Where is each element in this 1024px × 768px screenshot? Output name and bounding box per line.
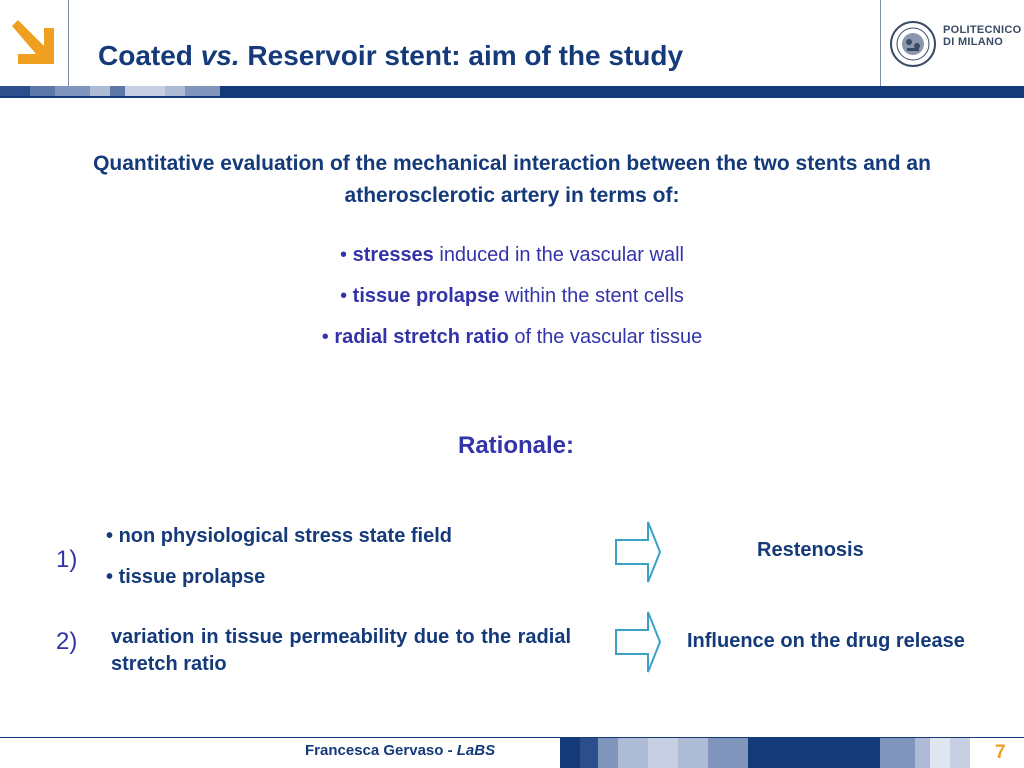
lead-statement: Quantitative evaluation of the mechanical interaction between the two stents and an atherosclerotic artery in terms of: bbox=[93, 152, 931, 207]
rationale-1-item-stress: • non physiological stress state field bbox=[106, 525, 452, 547]
rationale-2-result: Influence on the drug release bbox=[687, 630, 965, 652]
bullet-tissue-prolapse: • tissue prolapse within the stent cells bbox=[340, 285, 684, 307]
bullet-radial-stretch-ratio: • radial stretch ratio of the vascular tissue bbox=[321, 326, 703, 348]
institution-line-2: DI MILANO bbox=[943, 36, 1004, 48]
footer-color-band bbox=[560, 738, 1024, 768]
rationale-number-2: 2) bbox=[56, 628, 78, 655]
bullet-stresses: • stresses induced in the vascular wall bbox=[340, 244, 684, 266]
rationale-1-item-prolapse: • tissue prolapse bbox=[106, 566, 266, 588]
orange-arrow-icon bbox=[0, 0, 68, 86]
page-number: 7 bbox=[995, 742, 1006, 763]
institution-name bbox=[943, 24, 1021, 48]
arrow-right-icon bbox=[614, 520, 662, 584]
header-divider-right bbox=[880, 0, 881, 86]
header-divider-left bbox=[68, 0, 69, 86]
polimi-seal-icon bbox=[889, 20, 937, 68]
footer-author: Francesca Gervaso - LaBS bbox=[305, 742, 496, 759]
arrow-right-icon bbox=[614, 610, 662, 674]
institution-line-1: POLITECNICO bbox=[943, 24, 1022, 36]
rationale-2-text: variation in tissue permeability due to the radial stretch ratio bbox=[111, 626, 571, 675]
header-color-band bbox=[0, 86, 1024, 96]
rationale-number-1: 1) bbox=[56, 546, 78, 573]
slide-title: Coated vs. Reservoir stent: aim of the study bbox=[98, 40, 684, 71]
rationale-1-result: Restenosis bbox=[757, 539, 864, 561]
header-rule bbox=[0, 96, 1024, 98]
rationale-heading: Rationale: bbox=[457, 432, 574, 459]
